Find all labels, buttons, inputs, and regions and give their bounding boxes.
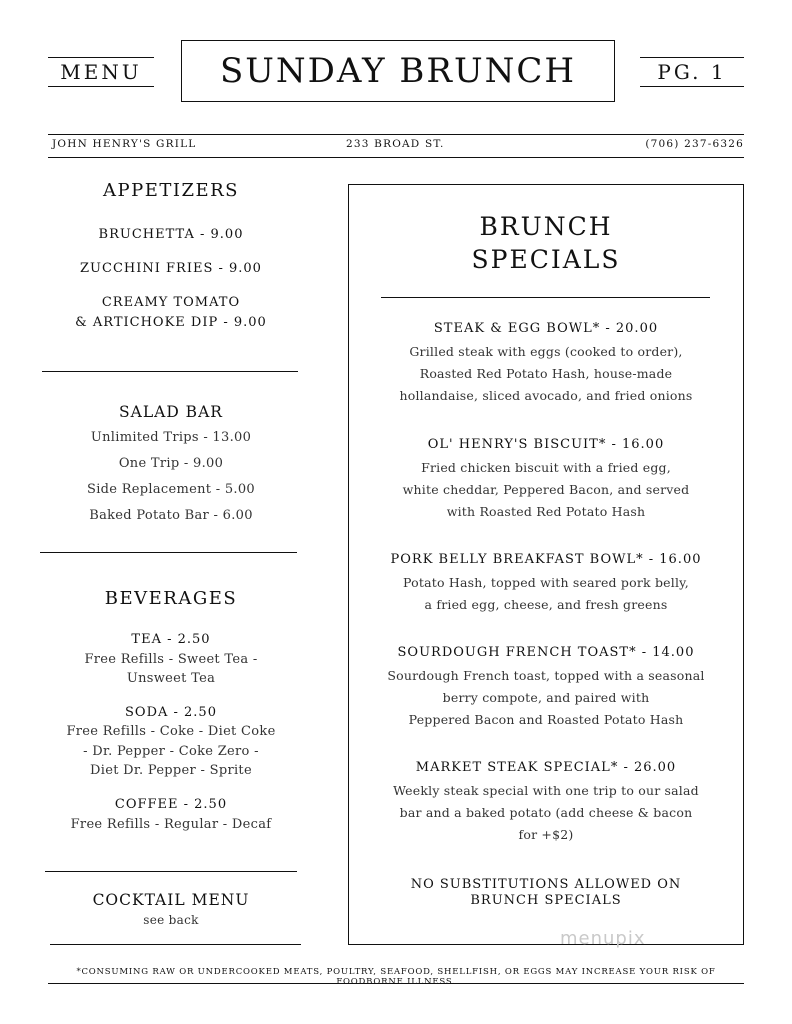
beverage-detail: Free Refills - Sweet Tea - bbox=[84, 652, 258, 667]
special-name: STEAK & EGG BOWL* - 20.00 bbox=[433, 321, 659, 336]
cocktail-note: see back bbox=[143, 913, 199, 927]
salad-bar-title: SALAD BAR bbox=[119, 403, 223, 421]
special-desc: Weekly steak special with one trip to our salad bbox=[393, 783, 699, 798]
special-name: PORK BELLY BREAKFAST BOWL* - 16.00 bbox=[390, 552, 702, 567]
appetizers-title: APPETIZERS bbox=[102, 180, 239, 201]
beverage-detail: Free Refills - Regular - Decaf bbox=[70, 817, 272, 832]
special-desc: Fried chicken biscuit with a fried egg, bbox=[421, 460, 671, 475]
specials-title-line1: BRUNCH bbox=[479, 212, 613, 241]
beverage-tea: TEA - 2.50 bbox=[131, 632, 211, 647]
divider bbox=[45, 871, 297, 872]
beverage-soda: SODA - 2.50 bbox=[125, 705, 217, 720]
beverages-title: BEVERAGES bbox=[104, 588, 238, 609]
special-desc: a fried egg, cheese, and fresh greens bbox=[424, 597, 668, 612]
info-bar bbox=[48, 134, 744, 158]
special-name: SOURDOUGH FRENCH TOAST* - 14.00 bbox=[397, 645, 695, 660]
appetizer-item: & ARTICHOKE DIP - 9.00 bbox=[75, 315, 267, 330]
special-desc: bar and a baked potato (add cheese & bacon bbox=[399, 805, 693, 820]
page-number: PG. 1 bbox=[640, 57, 744, 87]
salad-bar-item: Baked Potato Bar - 6.00 bbox=[89, 508, 253, 523]
no-substitutions-notice: NO SUBSTITUTIONS ALLOWED ON bbox=[410, 877, 682, 892]
divider bbox=[42, 371, 298, 372]
beverage-coffee: COFFEE - 2.50 bbox=[114, 797, 228, 812]
special-desc: Sourdough French toast, topped with a seasonal bbox=[387, 668, 705, 683]
special-desc: Grilled steak with eggs (cooked to order), bbox=[409, 344, 683, 359]
cocktail-menu-title: COCKTAIL MENU bbox=[92, 891, 250, 909]
specials-title-line2: SPECIALS bbox=[471, 245, 621, 274]
special-desc: Roasted Red Potato Hash, house-made bbox=[419, 366, 673, 381]
menu-label: MENU bbox=[48, 57, 154, 87]
beverage-detail: Diet Dr. Pepper - Sprite bbox=[90, 763, 252, 778]
special-desc: Potato Hash, topped with seared pork belly, bbox=[403, 575, 689, 590]
special-name: OL' HENRY'S BISCUIT* - 16.00 bbox=[427, 437, 665, 452]
restaurant-name: JOHN HENRY'S GRILL bbox=[52, 138, 197, 150]
special-name: MARKET STEAK SPECIAL* - 26.00 bbox=[415, 760, 677, 775]
restaurant-phone: (706) 237-6326 bbox=[645, 138, 744, 150]
appetizer-item: CREAMY TOMATO bbox=[101, 295, 241, 310]
salad-bar-item: Unlimited Trips - 13.00 bbox=[90, 430, 252, 445]
special-desc: hollandaise, sliced avocado, and fried onions bbox=[399, 388, 693, 403]
special-desc: Peppered Bacon and Roasted Potato Hash bbox=[408, 712, 684, 727]
special-desc: with Roasted Red Potato Hash bbox=[446, 504, 646, 519]
salad-bar-item: Side Replacement - 5.00 bbox=[86, 482, 256, 497]
beverage-detail: Free Refills - Coke - Diet Coke bbox=[66, 724, 276, 739]
beverage-detail: Unsweet Tea bbox=[126, 671, 216, 686]
appetizer-item: ZUCCHINI FRIES - 9.00 bbox=[80, 261, 262, 276]
special-desc: for +$2) bbox=[518, 827, 574, 842]
beverage-detail: - Dr. Pepper - Coke Zero - bbox=[83, 744, 259, 759]
salad-bar-item: One Trip - 9.00 bbox=[118, 456, 224, 471]
divider bbox=[50, 944, 301, 945]
health-disclaimer: *CONSUMING RAW OR UNDERCOOKED MEATS, POULTRY, SEAFOOD, SHELLFISH, OR EGGS MAY INCREASE YOUR RISK OF FOODBORNE ILLNESS. bbox=[76, 967, 716, 987]
restaurant-address: 233 BROAD ST. bbox=[346, 138, 445, 150]
no-substitutions-notice: BRUNCH SPECIALS bbox=[470, 893, 622, 908]
divider bbox=[48, 983, 744, 984]
special-desc: white cheddar, Peppered Bacon, and served bbox=[402, 482, 690, 497]
divider bbox=[40, 552, 297, 553]
page-title: SUNDAY BRUNCH bbox=[181, 40, 615, 102]
special-desc: berry compote, and paired with bbox=[442, 690, 650, 705]
watermark: menupix bbox=[560, 928, 646, 949]
appetizer-item: BRUCHETTA - 9.00 bbox=[98, 227, 244, 242]
specials-divider bbox=[381, 297, 710, 298]
